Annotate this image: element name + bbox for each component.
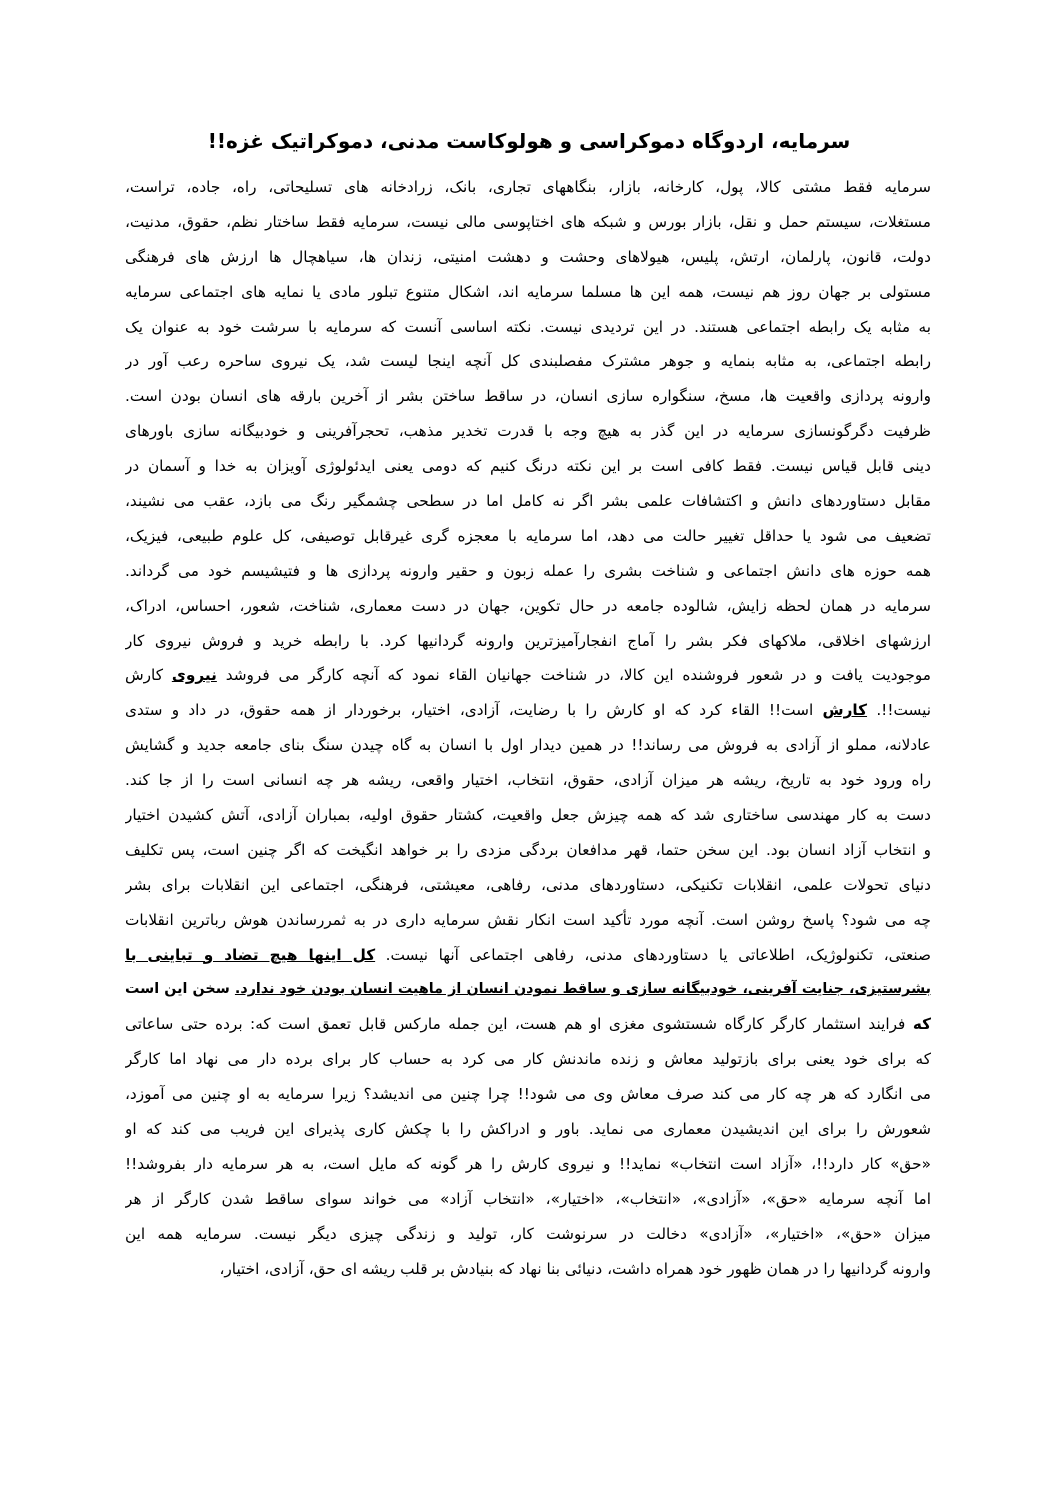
text-line [125, 1042, 931, 1077]
text-line [125, 938, 931, 973]
text-span: است!! القاء کرد که او کارش را با رضایت، آزادی، اختیار، برخوردار از همه حقوق، در داد و ستدی [125, 701, 823, 720]
text-span: ارزشهای اخلاقی، ملاکهای فکر بشر را آماج انفجارآمیزترین وارونه گردانیها کرد. با رابطه خرید و فروش نیروی کار [125, 631, 931, 650]
text-span: مستولی بر جهان روز هم نیست، همه این ها مسلما سرمایه اند، اشکال متنوع تبلور مادی یا نمایه های اجتماعی سرمایه [125, 282, 931, 301]
text-line [125, 1217, 931, 1252]
emphasized-text: سخن این است [125, 981, 235, 998]
emphasized-text: بشرستیزی، جنایت آفرینی، خودبیگانه سازی و ساقط نمودن انسان از ماهیت انسان بودن خود ندارد. [234, 981, 931, 998]
article-body [125, 170, 931, 1287]
text-span: شعورش را برای این اندیشیدن معماری می نماید. باور و ادراکش را با چکش کاری پذیرای این فریب می کند که او [125, 1120, 931, 1139]
page-title: سرمایه، اردوگاه دموکراسی و هولوکاست مدنی، دموکراتیک غزه!! [207, 129, 851, 153]
text-span: می انگارد که هر چه کار می کند صرف معاش وی می شود!! چرا چنین می اندیشد؟ زیرا سرمایه به او چنین می آموزد، [125, 1085, 931, 1104]
text-span: رابطه اجتماعی، به مثابه بنمایه و جوهر مشترک مفصلبندی کل آنچه اینجا لیست شد، یک نیروی ساحره رعب آور در [125, 352, 931, 371]
text-line [125, 728, 931, 763]
text-line [125, 1112, 931, 1147]
emphasized-text: نیروی [171, 666, 217, 685]
text-line [125, 449, 931, 484]
emphasized-text: کل اینها هیچ تضاد و تباینی با [125, 945, 376, 964]
text-line [125, 344, 931, 379]
text-span: دست به کار مهندسی ساختاری شد که همه چیزش جعل واقعیت، کشتار حقوق اولیه، بمباران آزادی، آتش کشیدن اختیار [125, 806, 931, 825]
text-span: دولت، قانون، پارلمان، ارتش، پلیس، هیولاهای وحشت و دهشت امنیتی، زندان ها، سیاهچال ها ارزش های فرهنگی [125, 247, 931, 266]
text-line [125, 170, 931, 205]
text-span: ظرفیت دگرگونسازی سرمایه در این گذر به هیچ وجه با قدرت تخدیر مذهب، تحجرآفرینی و خودبیگانه سازی باورهای [125, 422, 931, 441]
text-line [125, 833, 931, 868]
text-span: موجودیت یافت و در شعور فروشنده این کالا، در شناخت جهانیان القاء نمود که آنچه کارگر می فروشد [216, 666, 931, 685]
text-line [125, 240, 931, 275]
text-line [125, 903, 931, 938]
text-line [125, 658, 931, 693]
text-line [125, 798, 931, 833]
emphasized-text: کارش [822, 701, 868, 720]
text-span: چه می شود؟ پاسخ روشن است. آنچه مورد تأکید است انکار نقش سرمایه داری در به ثمررساندن هوش رباترین انقلابات [125, 910, 931, 929]
text-span: سرمایه در همان لحظه زایش، شالوده جامعه در حال تکوین، جهان در دست معماری، شناخت، شعور، احساس، ادراک، [125, 596, 931, 615]
text-span: فرایند استثمار کارگر کارگاه شستشوی مغزی او هم هست، این جمله مارکس قابل تعمق است که: برده حتی ساعاتی [125, 1015, 913, 1034]
text-line [125, 763, 931, 798]
text-span: کارش [125, 666, 172, 685]
text-span: سرمایه فقط مشتی کالا، پول، کارخانه، بازار، بنگاههای تجاری، بانک، زرادخانه های تسلیحاتی، راه، جاده، تراست، [125, 178, 931, 196]
text-line [125, 589, 931, 624]
text-line [125, 519, 931, 554]
text-span: راه ورود خود به تاریخ، ریشه هر میزان آزادی، حقوق، انتخاب، اختیار واقعی، ریشه هر چه انسانی است را از جا کند. [125, 771, 931, 790]
text-line [125, 1007, 931, 1042]
text-span: عادلانه، مملو از آزادی به فروش می رساند!! در همین دیدار اول با انسان به گاه چیدن سنگ بنای جامعه جدید و گشایش [125, 736, 931, 755]
text-span: «حق» کار دارد!!، «آزاد است انتخاب» نماید!! و نیروی کارش را هر گونه که مایل است، به هر سرمایه دار بفروشد!! [125, 1154, 931, 1173]
text-span: دنیای تحولات علمی، انقلابات تکنیکی، دستاوردهای مدنی، رفاهی، معیشتی، فرهنگی، اجتماعی این انقلابات برای بشر [125, 875, 931, 894]
text-line [125, 624, 931, 659]
text-span: به مثابه یک رابطه اجتماعی هستند. در این تردیدی نیست. نکته اساسی آنست که سرمایه با سرشت خود به عنوان یک [125, 317, 931, 336]
text-span: تضعیف می شود یا حداقل تغییر حالت می دهد، اما سرمایه با معجزه گری غیرقابل توصیفی، کل علوم طبیعی، فیزیک، [125, 526, 931, 545]
text-line [125, 1077, 931, 1112]
text-span: صنعتی، تکنولوژیک، اطلاعاتی یا دستاوردهای مدنی، رفاهی اجتماعی آنها نیست. [375, 945, 931, 964]
text-line [125, 693, 931, 728]
text-span: که برای خود یعنی برای بازتولید معاش و زنده ماندنش کار می کرد به حساب کار برای برده دار می نهاد اما کارگر [125, 1050, 931, 1069]
text-span: میزان «حق»، «اختیار»، «آزادی» دخالت در سرنوشت کار، تولید و زندگی چیزی دیگر نیست. سرمایه همه این [125, 1224, 931, 1243]
text-line [125, 972, 931, 1007]
text-line [125, 379, 931, 414]
text-span: همه حوزه های دانش اجتماعی و شناخت بشری را عمله زبون و حقیر وارونه پردازی ها و فتیشیسم خود می گرداند. [125, 561, 931, 580]
text-span: نیست!!. [867, 701, 931, 720]
emphasized-text: که [912, 1015, 931, 1034]
text-span: وارونه پردازی واقعیت ها، مسخ، سنگواره سازی انسان، در ساقط ساختن بشر از آخرین بارقه های انسان بودن است. [125, 387, 931, 406]
text-span: دینی قابل قیاس نیست. فقط کافی است بر این نکته درنگ کنیم که دومی یعنی ایدئولوژی آویزان به خدا و آسمان در [125, 457, 931, 476]
text-line [125, 414, 931, 449]
text-line [125, 1182, 931, 1217]
text-span: مستغلات، سیستم حمل و نقل، بازار بورس و شبکه های اختاپوسی مالی نیست، سرمایه فقط ساختار نظم، حقوق، مدنیت، [125, 212, 931, 231]
text-line [125, 310, 931, 345]
text-line [125, 868, 931, 903]
text-span: مقابل دستاوردهای دانش و اکتشافات علمی بشر اگر نه کامل اما در سطحی چشمگیر رنگ می بازد، عقب می نشیند، [125, 492, 931, 511]
text-span: و انتخاب آزاد انسان بود. این سخن حتما، قهر مدافعان بردگی مزدی را بر خواهد انگیخت که اگر چنین است، پس تکلیف [125, 840, 931, 859]
text-line [125, 554, 931, 589]
text-span: اما آنچه سرمایه «حق»، «آزادی»، «انتخاب»، «اختیار»، «انتخاب آزاد» می خواند سوای ساقط شدن کارگر از هر [125, 1189, 931, 1208]
text-line [125, 1252, 931, 1287]
text-line [125, 1147, 931, 1182]
text-line [125, 205, 931, 240]
text-line [125, 484, 931, 519]
text-span: وارونه گردانیها را در همان ظهور خود همراه داشت، دنیائی بنا نهاد که بنیادش بر قلب ریشه ای حق، آزادی، اختیار، [219, 1259, 931, 1278]
text-line [125, 275, 931, 310]
